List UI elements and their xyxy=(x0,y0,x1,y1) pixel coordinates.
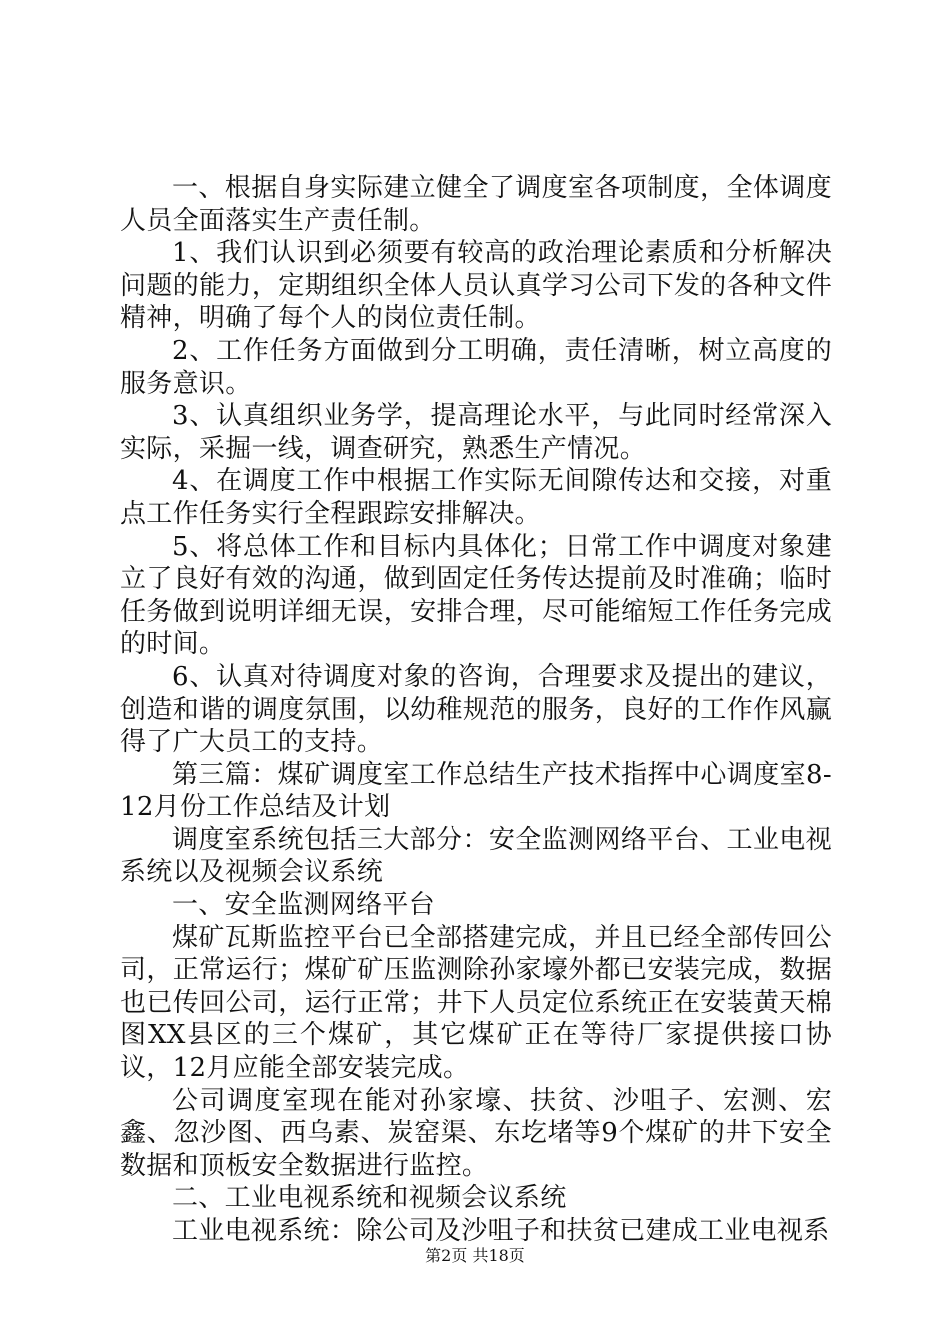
paragraph-9: 调度室系统包括三大部分：安全监测网络平台、工业电视系统以及视频会议系统 xyxy=(120,824,832,888)
paragraph-4: 3、认真组织业务学，提高理论水平，与此同时经常深入实际，采掘一线，调查研究，熟悉生产情况。 xyxy=(120,401,832,464)
paragraph-5: 4、在调度工作中根据工作实际无间隙传达和交接，对重点工作任务实行全程跟踪安排解决。 xyxy=(120,466,832,529)
paragraph-7: 6、认真对待调度对象的咨询，合理要求及提出的建议，创造和谐的调度氛围，以幼稚规范的服务，良好的工作作风赢得了广大员工的支持。 xyxy=(120,661,832,758)
subheading-safety-monitoring: 一、安全监测网络平台 xyxy=(172,890,436,921)
page-footer xyxy=(0,1246,950,1266)
paragraph-12: 公司调度室现在能对孙家壕、扶贫、沙咀子、宏测、宏鑫、忽沙图、西乌素、炭窑渠、东圪堵等9个煤矿的井下安全数据和顶板安全数据进行监控。 xyxy=(120,1085,832,1181)
page-number: 第2页 共18页 xyxy=(425,1246,525,1265)
document-body xyxy=(120,172,832,1248)
subheading-industrial-tv: 二、工业电视系统和视频会议系统 xyxy=(172,1183,567,1214)
paragraph-3: 2、工作任务方面做到分工明确，责任清晰，树立高度的服务意识。 xyxy=(120,335,832,399)
paragraph-14: 工业电视系统：除公司及沙咀子和扶贫已建成工业电视系 xyxy=(172,1216,830,1246)
paragraph-6: 5、将总体工作和目标内具体化；日常工作中调度对象建立了良好有效的沟通，做到固定任务传达提前及时准确；临时任务做到说明详细无误，安排合理，尽可能缩短工作任务完成的时间。 xyxy=(120,531,832,660)
paragraph-2: 1、我们认识到必须要有较高的政治理论素质和分析解决问题的能力，定期组织全体人员认真学习公司下发的各种文件精神，明确了每个人的岗位责任制。 xyxy=(120,238,832,334)
section-heading-part-three: 第三篇：煤矿调度室工作总结生产技术指挥中心调度室8-12月份工作总结及计划 xyxy=(120,759,832,823)
paragraph-1: 一、根据自身实际建立健全了调度室各项制度，全体调度人员全面落实生产责任制。 xyxy=(120,173,832,236)
paragraph-11: 煤矿瓦斯监控平台已全部搭建完成，并且已经全部传回公司，正常运行；煤矿矿压监测除孙家壕外都已安装完成，数据也已传回公司，运行正常；井下人员定位系统正在安装黄天棉图XX县区的三个煤矿，其它煤矿正在等待厂家提供接口协议，12月应能全部安装完成。 xyxy=(120,922,832,1084)
